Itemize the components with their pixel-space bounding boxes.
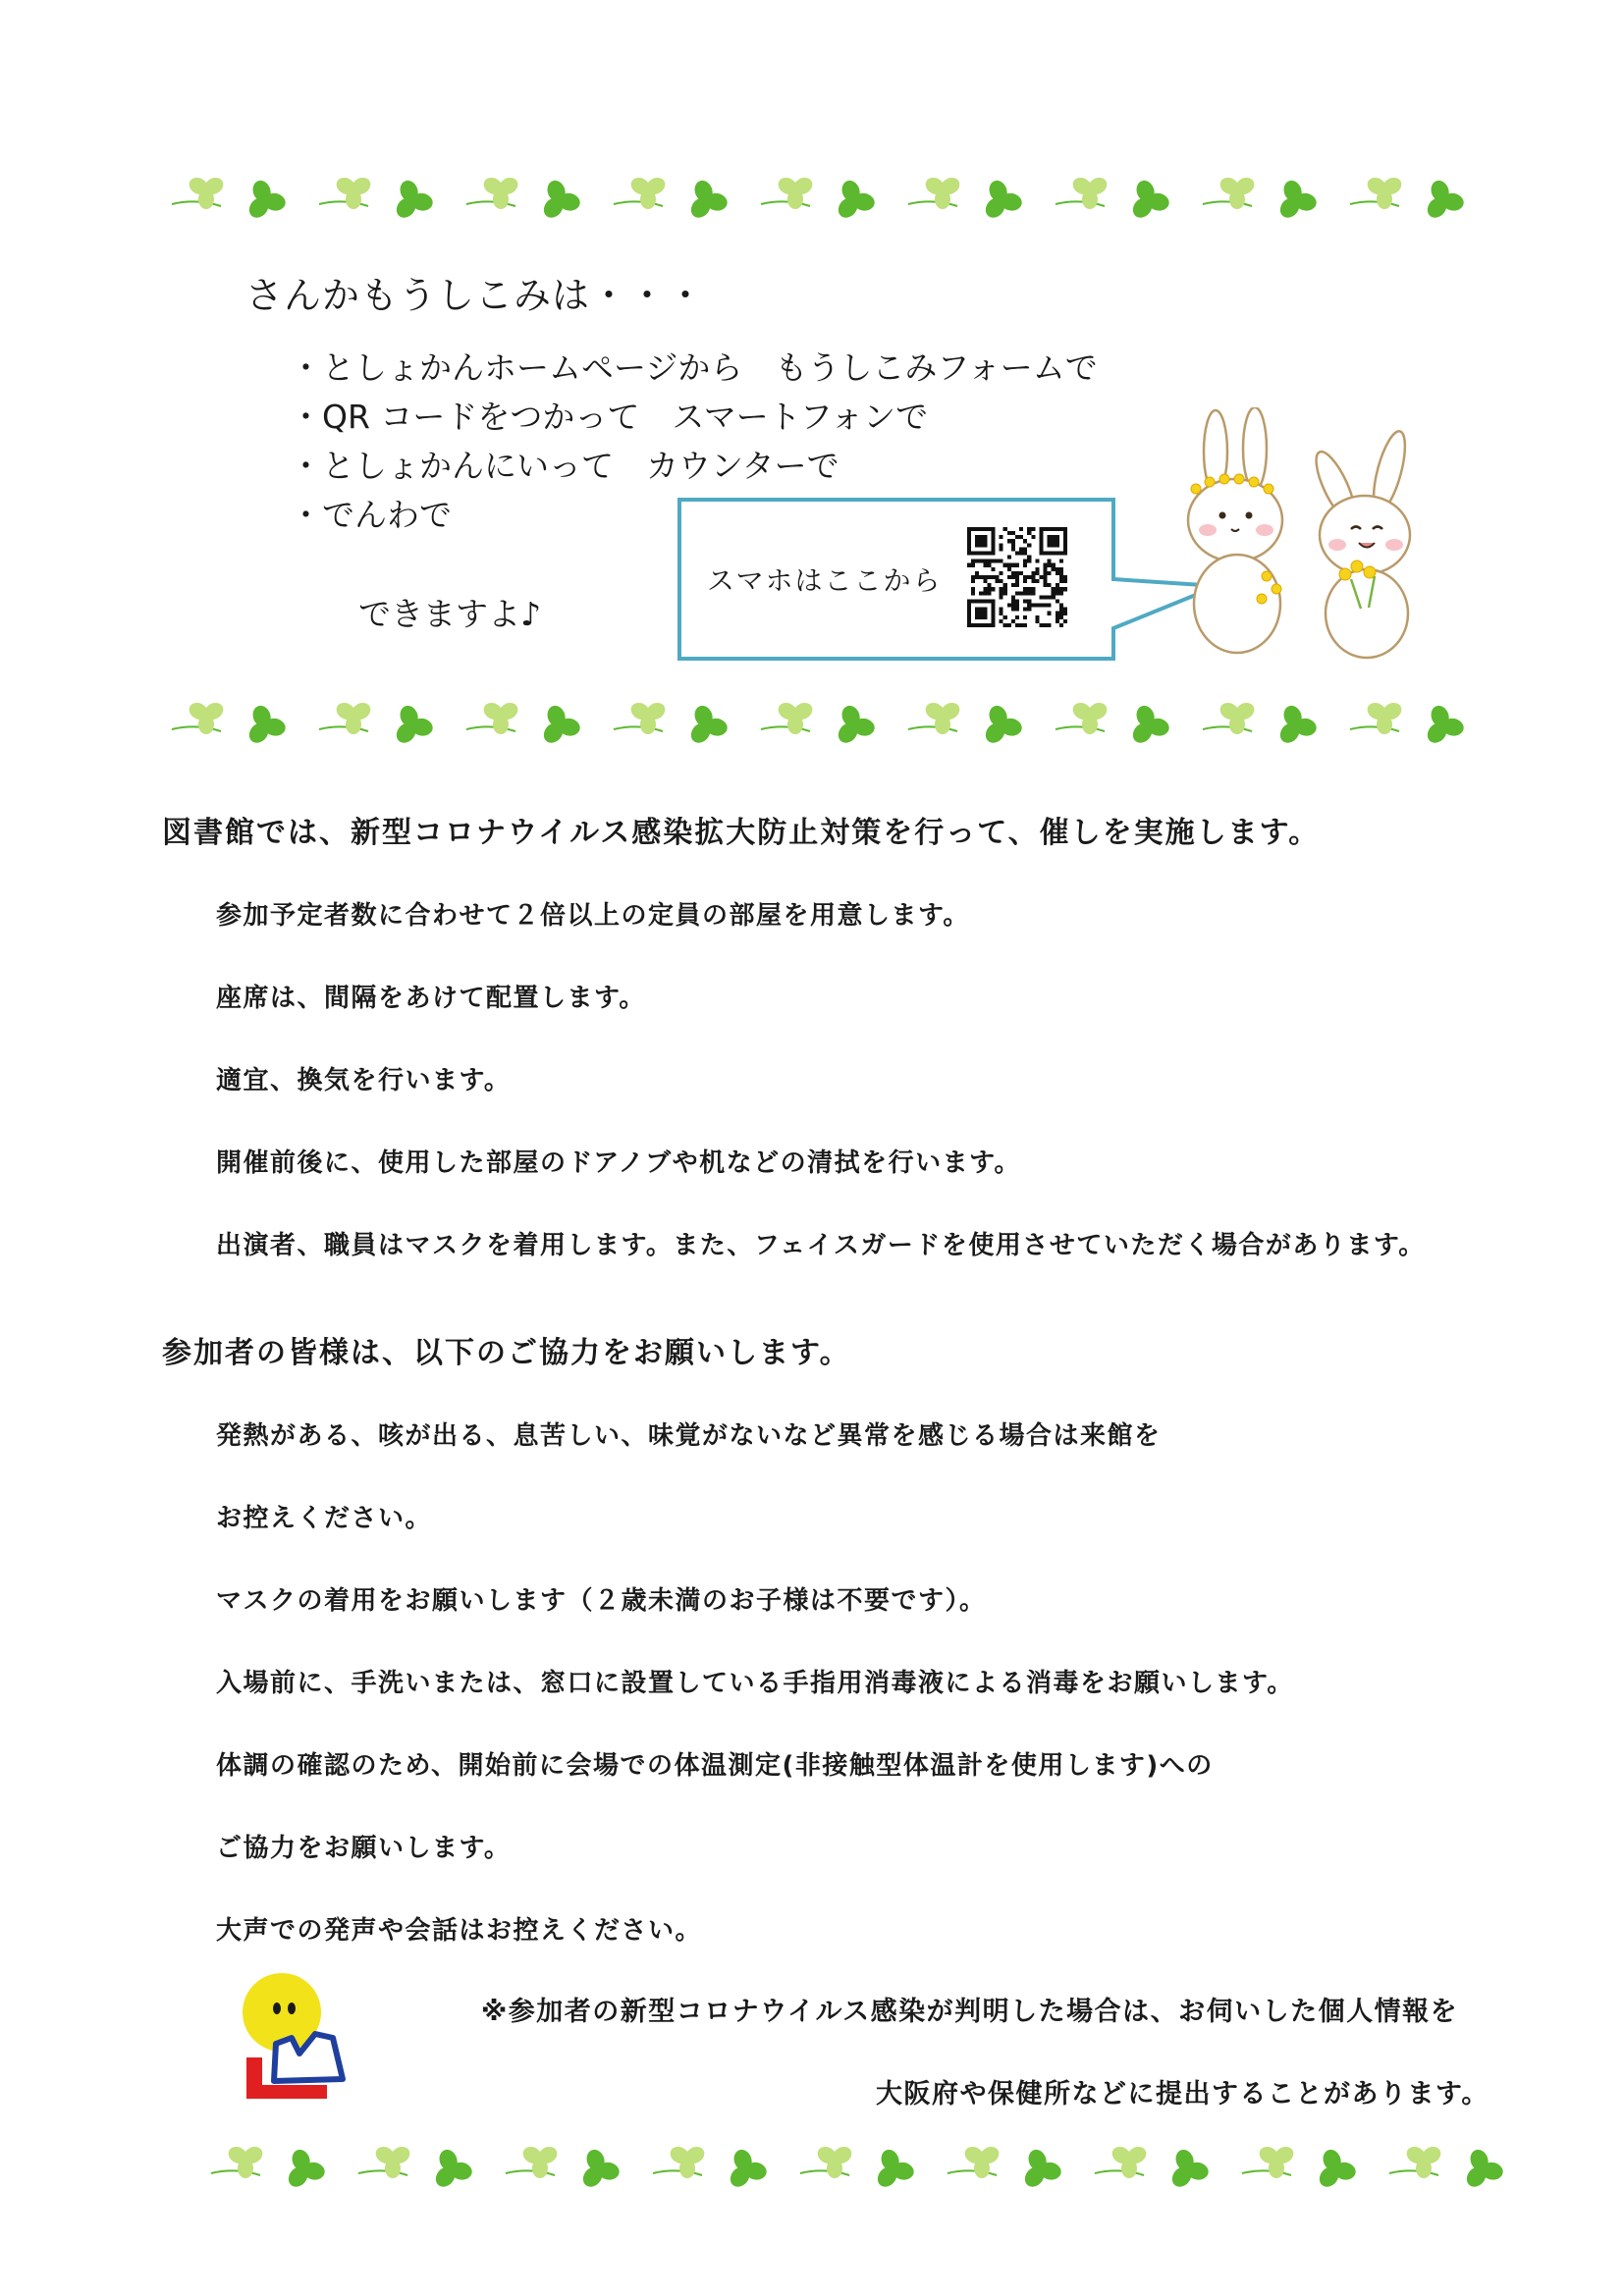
rabbits-illustration xyxy=(1178,407,1443,663)
signup-title: さんかもうしこみは・・・ xyxy=(245,274,706,317)
measures-item: 参加予定者数に合わせて２倍以上の定員の部屋を用意します。 xyxy=(216,901,970,931)
clover-border-top xyxy=(162,167,1478,226)
measures-item: 出演者、職員はマスクを着用します。また、フェイスガードを使用させていただく場合があります。 xyxy=(216,1231,1426,1260)
requests-item: 入場前に、手洗いまたは、窓口に設置している手指用消毒液による消毒をお願いします。 xyxy=(216,1669,1294,1698)
requests-item: 体調の確認のため、開始前に会場での体温測定(非接触型体温計を使用します)への xyxy=(216,1751,1214,1781)
signup-method-item: ・としょかんにいって カウンターで xyxy=(290,447,839,485)
requests-heading: 参加者の皆様は、以下のご協力をお願いします。 xyxy=(162,1336,851,1370)
signup-method-item: ・としょかんホームページから もうしこみフォームで xyxy=(290,348,1098,387)
signup-method-item: ・QR コードをつかって スマートフォンで xyxy=(290,398,929,436)
requests-item: ご協力をお願いします。 xyxy=(216,1834,512,1863)
signup-method-item: ・でんわで xyxy=(290,496,452,534)
library-logo xyxy=(241,1971,349,2107)
measures-item: 開催前後に、使用した部屋のドアノブや机などの清拭を行います。 xyxy=(216,1148,1022,1178)
note-line-2: 大阪府や保健所などに提出することがあります。 xyxy=(876,2079,1489,2109)
qr-code-icon[interactable] xyxy=(967,527,1067,627)
note-line-1: ※参加者の新型コロナウイルス感染が判明した場合は、お伺いした個人情報を xyxy=(481,1997,1459,2027)
requests-item: 発熱がある、咳が出る、息苦しい、味覚がないなど異常を感じる場合は来館を xyxy=(216,1421,1162,1451)
requests-item: マスクの着用をお願いします（２歳未満のお子様は不要です）。 xyxy=(216,1586,987,1616)
clover-border-bottom xyxy=(201,2136,1517,2195)
measures-item: 適宜、換気を行います。 xyxy=(216,1066,512,1095)
requests-item: お控えください。 xyxy=(216,1504,433,1533)
signup-closing: できますよ♪ xyxy=(358,595,542,633)
clover-border-middle xyxy=(162,692,1478,751)
measures-item: 座席は、間隔をあけて配置します。 xyxy=(216,984,646,1013)
measures-heading: 図書館では、新型コロナウイルス感染拡大防止対策を行って、催しを実施します。 xyxy=(162,816,1321,850)
bubble-label: スマホはここから xyxy=(707,564,943,597)
requests-item: 大声での発声や会話はお控えください。 xyxy=(216,1916,703,1946)
